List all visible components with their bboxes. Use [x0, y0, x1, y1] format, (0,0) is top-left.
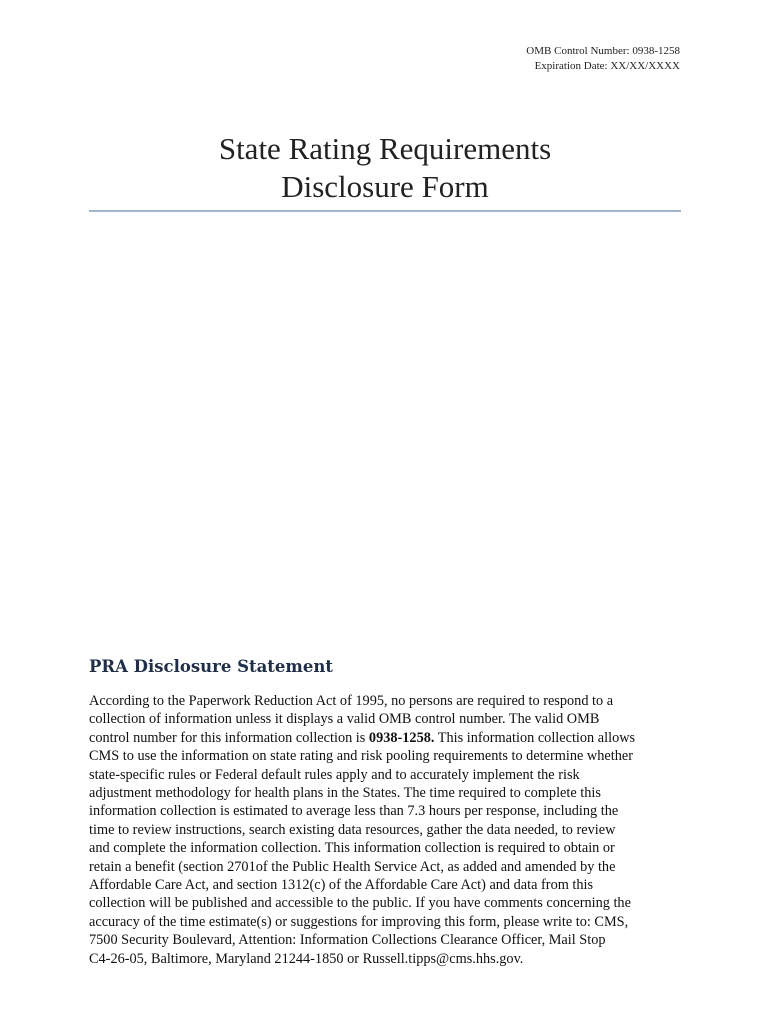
- statement-line: information collection is estimated to average less than 7.3 hours per response, including the: [89, 803, 619, 820]
- statement-line: collection of information unless it displays a valid OMB control number. The valid OMB: [89, 711, 600, 728]
- statement-line: Affordable Care Act, and section 1312(c) of the Affordable Care Act) and data from this: [89, 877, 594, 894]
- omb-info: [526, 44, 680, 74]
- omb-number-bold: 0938-1258.: [368, 729, 435, 746]
- omb-control-number: OMB Control Number: 0938-1258: [526, 45, 680, 57]
- statement-line: 7500 Security Boulevard, Attention: Information Collections Clearance Officer, Mail Stop: [89, 932, 606, 949]
- statement-text: This information collection allows: [434, 729, 636, 746]
- statement-line: and complete the information collection. This information collection is required to obtain or: [89, 840, 615, 857]
- expiration-date: Expiration Date: XX/XX/XXXX: [534, 60, 680, 72]
- statement-line: collection will be published and accessible to the public. If you have comments concerning the: [89, 895, 631, 912]
- statement-line: adjustment methodology for health plans in the States. The time required to complete this: [89, 785, 601, 802]
- title-line-2: Disclosure Form: [281, 169, 489, 204]
- pra-statement: [89, 692, 689, 968]
- title-line-1: State Rating Requirements: [218, 131, 552, 166]
- statement-line: CMS to use the information on state rating and risk pooling requirements to determine whether: [89, 748, 633, 765]
- statement-line: retain a benefit (section 2701of the Public Health Service Act, as added and amended by the: [89, 858, 616, 875]
- title-divider: [89, 210, 681, 212]
- statement-line: C4-26-05, Baltimore, Maryland 21244-1850 or Russell.tipps@cms.hhs.gov.: [89, 950, 524, 967]
- pra-heading: PRA Disclosure Statement: [89, 657, 333, 676]
- statement-text: control number for this information collection is: [89, 729, 369, 746]
- statement-line: [89, 729, 689, 747]
- statement-line: time to review instructions, search existing data resources, gather the data needed, to review: [89, 821, 616, 838]
- statement-line: accuracy of the time estimate(s) or suggestions for improving this form, please write to: CMS,: [89, 913, 629, 930]
- statement-line: According to the Paperwork Reduction Act of 1995, no persons are required to respond to a: [89, 693, 614, 709]
- statement-line: state-specific rules or Federal default rules apply and to accurately implement the risk: [89, 766, 580, 783]
- document-title: [89, 130, 681, 206]
